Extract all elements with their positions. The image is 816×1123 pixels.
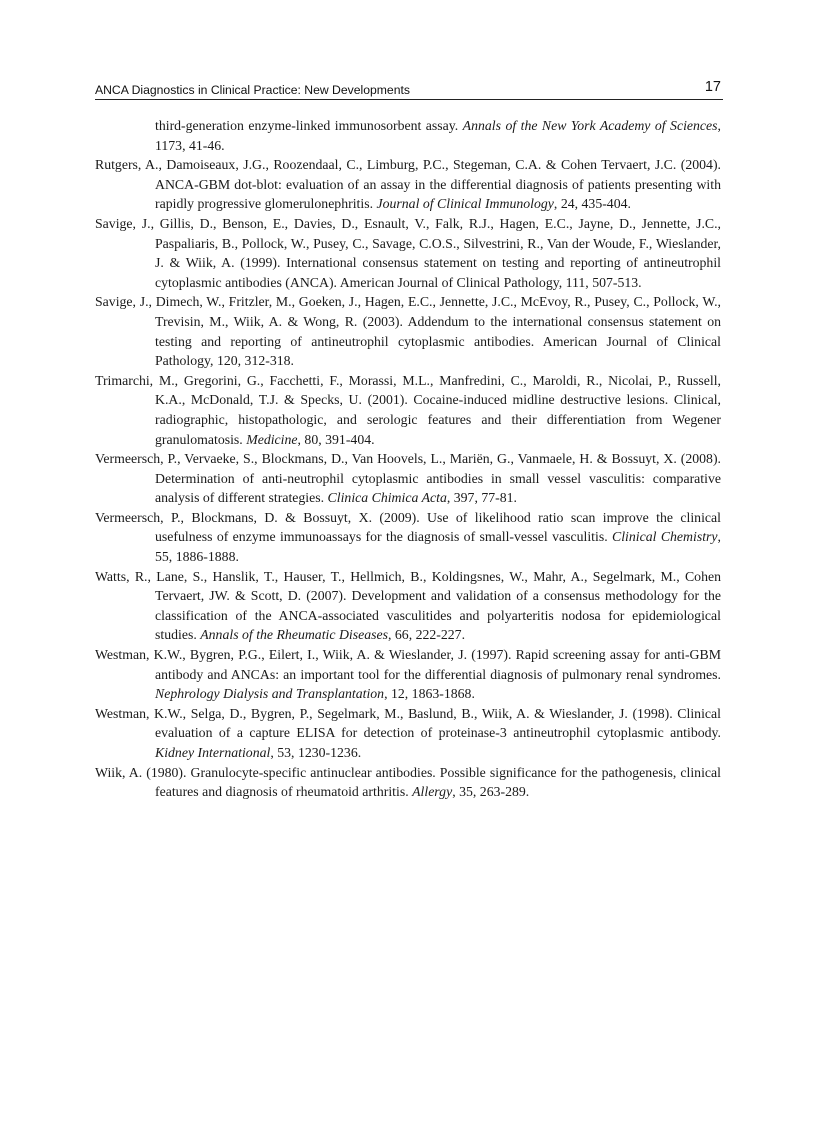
reference-text: Trimarchi, M., Gregorini, G., Facchetti, F., Morassi, M.L., Manfredini, C., Maroldi, R., Nicolai, P., Russell, K.A., McDonald, T.J. & Specks, U. (2001). Cocaine-induced midline destructive lesions. Clinical, radiographic, histopathologic, and serologic features and their differentiation from Wegener granulomatosis. xyxy=(95,372,721,447)
journal-title: Kidney International xyxy=(155,745,271,760)
running-title: ANCA Diagnostics in Clinical Practice: New Developments xyxy=(95,83,410,97)
reference-entry xyxy=(95,292,721,370)
reference-entry xyxy=(95,704,721,763)
journal-title: Annals of the Rheumatic Diseases xyxy=(200,627,388,643)
reference-text: Vermeersch, P., Vervaeke, S., Blockmans, D., Van Hoovels, L., Mariën, G., Vanmaele, H. & Bossuyt, X. (2008). Determination of anti-neutrophil cytoplasmic antibodies in small vessel vasculitis: comparative analysis of different strategies. xyxy=(95,451,721,506)
reference-citation: , 397, 77-81. xyxy=(446,490,517,506)
reference-text: Wiik, A. (1980). Granulocyte-specific antinuclear antibodies. Possible significance for the pathogenesis, clinical features and diagnosis of rheumatoid arthritis. xyxy=(95,764,721,800)
reference-citation: , 1173, 41-46. xyxy=(155,118,721,153)
reference-entry xyxy=(95,645,721,704)
reference-entry xyxy=(95,508,721,567)
journal-title: Clinical Chemistry xyxy=(612,529,718,545)
reference-entry xyxy=(95,371,721,449)
reference-text: third-generation enzyme-linked immunosorbent assay. xyxy=(155,118,463,133)
reference-entry xyxy=(95,449,721,508)
reference-text: Savige, J., Dimech, W., Fritzler, M., Goeken, J., Hagen, E.C., Jennette, J.C., McEvoy, R., Pusey, C., Pollock, W., Trevisin, M., Wiik, A. & Wong, R. (2003). Addendum to the international consensus statement on testing and reporting of antineutrophil cytoplasmic antibodies. American Journal of Clinical Pathology, 120, 312-318. xyxy=(95,294,721,369)
reference-text: Westman, K.W., Selga, D., Bygren, P., Segelmark, M., Baslund, B., Wiik, A. & Wieslander, J. (1998). Clinical evaluation of a capture ELISA for detection of proteinase-3 antineutrophil cytoplasmic antibody. xyxy=(95,705,721,741)
journal-title: Annals of the New York Academy of Sciences xyxy=(462,118,718,133)
reference-citation: , 80, 391-404. xyxy=(297,431,375,447)
reference-text: Savige, J., Gillis, D., Benson, E., Davies, D., Esnault, V., Falk, R.J., Hagen, E.C., Jayne, D., Jennette, J.C., Paspaliaris, B., Pollock, W., Pusey, C., Savage, C.O.S., Silvestrini, R., Van der Woude, F., Wieslander, J. & Wiik, A. (1999). International consensus statement on testing and reporting of antineutrophil cytoplasmic antibodies (ANCA). American Journal of Clinical Pathology, 111, 507-513. xyxy=(95,215,721,290)
journal-title: Journal of Clinical Immunology xyxy=(376,196,554,212)
reference-citation: , 53, 1230-1236. xyxy=(270,745,362,760)
reference-entry xyxy=(95,567,721,645)
journal-title: Medicine xyxy=(246,431,298,447)
reference-citation: , 12, 1863-1868. xyxy=(384,686,475,702)
reference-citation: , 55, 1886-1888. xyxy=(155,529,721,565)
reference-entry xyxy=(95,763,721,802)
reference-entry xyxy=(95,155,721,214)
reference-list xyxy=(95,116,721,802)
running-header xyxy=(95,79,723,100)
reference-citation: , 24, 435-404. xyxy=(553,196,631,212)
reference-citation: , 66, 222-227. xyxy=(388,627,466,643)
reference-text: Watts, R., Lane, S., Hanslik, T., Hauser, T., Hellmich, B., Koldingsnes, W., Mahr, A., Segelmark, M., Cohen Tervaert, JW. & Scott, D. (2007). Development and validation of a consensus methodology for the classification of the ANCA-associated vasculitides and polyarteritis nodosa for epidemiological studies. xyxy=(95,568,721,643)
journal-title: Allergy xyxy=(412,784,453,800)
reference-citation: , 35, 263-289. xyxy=(452,784,530,800)
journal-title: Nephrology Dialysis and Transplantation xyxy=(155,686,385,702)
page-number: 17 xyxy=(704,79,721,95)
reference-text: Westman, K.W., Bygren, P.G., Eilert, I., Wiik, A. & Wieslander, J. (1997). Rapid screening assay for anti-GBM antibody and ANCAs: an important tool for the differential diagnosis of pulmonary renal syndromes. xyxy=(95,647,721,682)
reference-text: Vermeersch, P., Blockmans, D. & Bossuyt, X. (2009). Use of likelihood ratio scan improve the clinical usefulness of enzyme immunoassays for the diagnosis of small-vessel vasculitis. xyxy=(95,509,721,545)
reference-text: Rutgers, A., Damoiseaux, J.G., Roozendaal, C., Limburg, P.C., Stegeman, C.A. & Cohen Tervaert, J.C. (2004). ANCA-GBM dot-blot: evaluation of an assay in the differential diagnosis of patients presenting with rapidly progressive glomerulonephritis. xyxy=(95,157,721,212)
reference-entry xyxy=(95,214,721,292)
journal-title: Clinica Chimica Acta xyxy=(327,490,447,506)
reference-entry xyxy=(95,116,721,155)
